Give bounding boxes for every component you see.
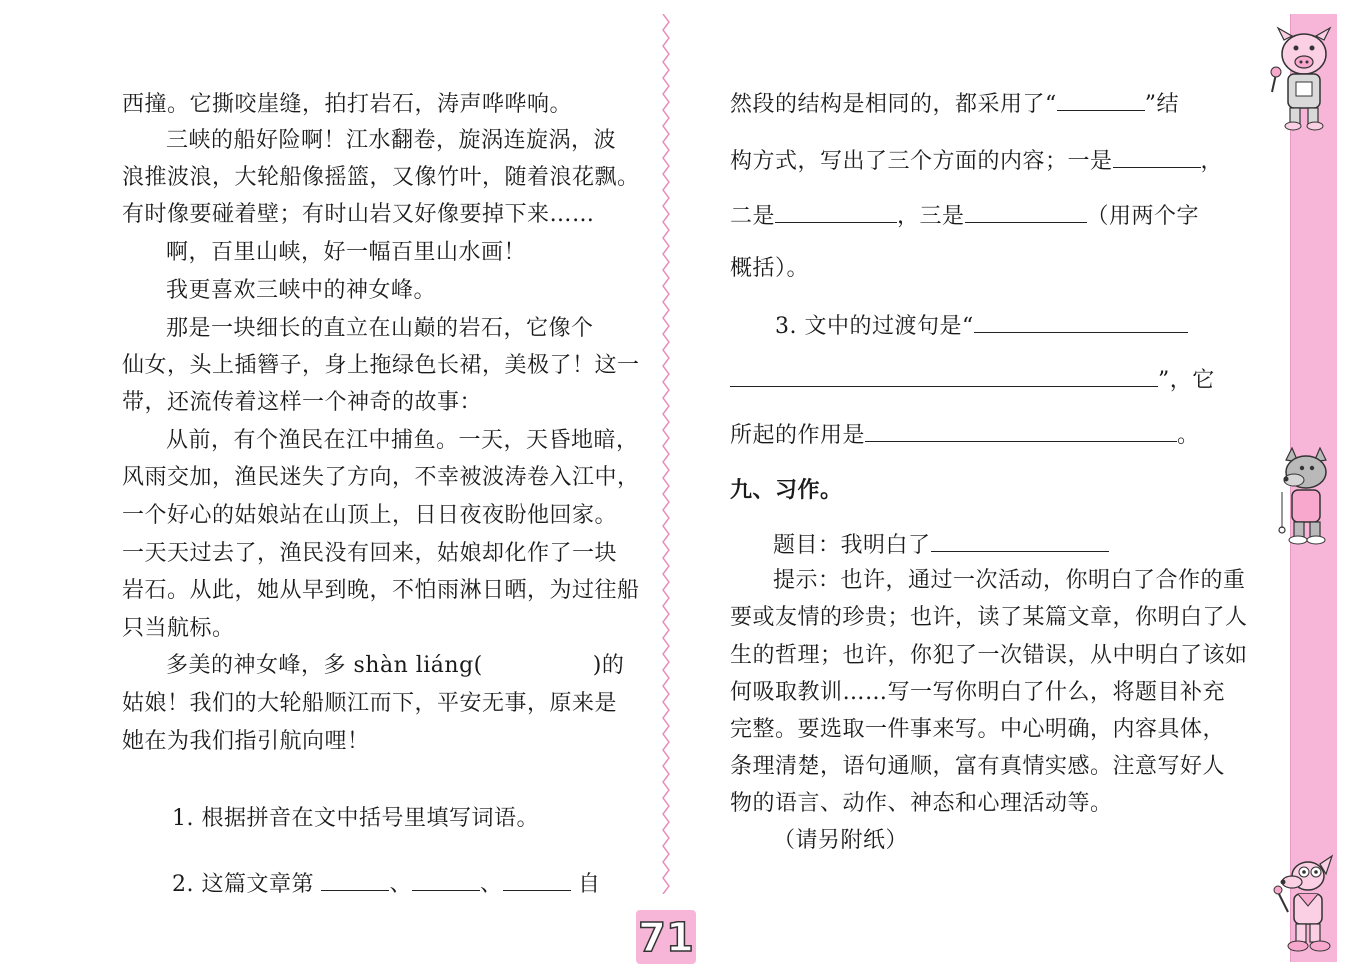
text-line: 啊，百里山峡，好一幅百里山水画！ (166, 240, 527, 265)
text-segment: ”，它 (1158, 368, 1215, 393)
separator: 、 (480, 872, 503, 897)
paragraph-blank-1[interactable] (321, 868, 389, 891)
essay-topic-line (773, 529, 1109, 561)
pinyin-fill-line (166, 651, 624, 681)
text-line: 西撞。它撕咬崖缝，拍打岩石，涛声哗哗响。 (122, 92, 573, 117)
right-page (675, 0, 1285, 977)
text-segment: ，三是 (897, 204, 965, 229)
text-segment: 题目：我明白了 (773, 533, 931, 558)
text-line: 从前，有个渔民在江中捕鱼。一天，天昏地暗， (166, 428, 639, 453)
text-line: 风雨交加，渔民迷失了方向，不幸被波涛卷入江中， (122, 465, 640, 490)
text-line: 一天天过去了，渔民没有回来，姑娘却化作了一块 (122, 541, 618, 566)
text-line: 岩石。从此，她从早到晚，不怕雨淋日晒，为过往船 (122, 578, 640, 603)
attach-paper-note: （请另附纸） (773, 828, 909, 853)
content-line (730, 200, 1199, 232)
text-segment: 。 (1177, 423, 1200, 448)
hint-line: 提示：也许，通过一次活动，你明白了合作的重 (773, 568, 1246, 593)
text-line: 我更喜欢三峡中的神女峰。 (166, 278, 437, 303)
structure-method-blank[interactable] (1057, 88, 1145, 111)
hint-line: 条理清楚，语句通顺，富有真情实感。注意写好人 (730, 754, 1226, 779)
aspect-1-blank[interactable] (1113, 145, 1201, 168)
structure-line (730, 88, 1179, 120)
text-line: 一个好心的姑娘站在山顶上，日日夜夜盼他回家。 (122, 503, 618, 528)
aspect-3-blank[interactable] (965, 200, 1087, 223)
question-3-line-2 (730, 364, 1215, 396)
text-segment: 二是 (730, 204, 776, 229)
text-line: 三峡的船好险啊！江水翻卷，旋涡连旋涡，波 (166, 128, 617, 153)
question-2-line (172, 868, 601, 900)
left-page (0, 0, 655, 977)
paragraph-blank-3[interactable] (503, 868, 571, 891)
pinyin-suffix: )的 (592, 653, 625, 678)
pinyin-prefix: 多美的神女峰，多 shàn liáng( (166, 653, 483, 678)
question-3-line (775, 310, 1188, 342)
text-segment: 构方式，写出了三个方面的内容；一是 (730, 149, 1113, 174)
text-line: 有时像要碰着壁；有时山岩又好像要掉下来…… (122, 202, 595, 227)
question-2-suffix: 自 (578, 872, 601, 897)
text-segment: 然段的结构是相同的，都采用了“ (730, 92, 1057, 117)
aspect-2-blank[interactable] (775, 200, 897, 223)
text-line: 浪推波浪，大轮船像摇篮，又像竹叶，随着浪花飘。 (122, 165, 640, 190)
hint-line: 要或友情的珍贵；也许，读了某篇文章，你明白了人 (730, 605, 1248, 630)
hint-line: 生的哲理；也许，你犯了一次错误，从中明白了该如 (730, 643, 1248, 668)
question-3-line-3 (730, 419, 1200, 451)
question-2-prefix: 2. 这篇文章第 (172, 872, 314, 897)
text-line: 那是一块细长的直立在山巅的岩石，它像个 (166, 316, 594, 341)
page-spine-decoration (660, 14, 672, 894)
text-line: 概括）。 (730, 256, 810, 281)
text-line: 仙女，头上插簪子，身上拖绿色长裙，美极了！这一 (122, 353, 640, 378)
question-1: 1. 根据拼音在文中括号里填写词语。 (172, 806, 539, 831)
hint-line: 完整。要选取一件事来写。中心明确，内容具体， (730, 717, 1226, 742)
page-number: 71 (638, 915, 694, 961)
separator: 、 (389, 872, 412, 897)
text-segment: 所起的作用是 (730, 423, 866, 448)
text-line: 带，还流传着这样一个神奇的故事： (122, 390, 483, 415)
text-line: 姑娘！我们的大轮船顺江而下，平安无事，原来是 (122, 691, 618, 716)
text-segment: ”结 (1144, 92, 1179, 117)
text-line: 她在为我们指引航向哩！ (122, 729, 370, 754)
essay-title-blank[interactable] (931, 529, 1109, 552)
text-segment: （用两个字 (1086, 204, 1200, 229)
hint-line: 何吸取教训……写一写你明白了什么，将题目补充 (730, 680, 1226, 705)
transition-sentence-blank-2[interactable] (730, 364, 1158, 387)
paragraph-blank-2[interactable] (412, 868, 480, 891)
hint-line: 物的语言、动作、神态和心理活动等。 (730, 791, 1113, 816)
text-segment: ， (1200, 149, 1224, 174)
text-line: 只当航标。 (122, 616, 235, 641)
transition-sentence-blank-1[interactable] (974, 310, 1188, 333)
text-segment: 3. 文中的过渡句是“ (775, 314, 974, 339)
content-line (730, 145, 1223, 177)
function-blank[interactable] (865, 419, 1177, 442)
section-heading-writing: 九、习作。 (730, 478, 843, 503)
